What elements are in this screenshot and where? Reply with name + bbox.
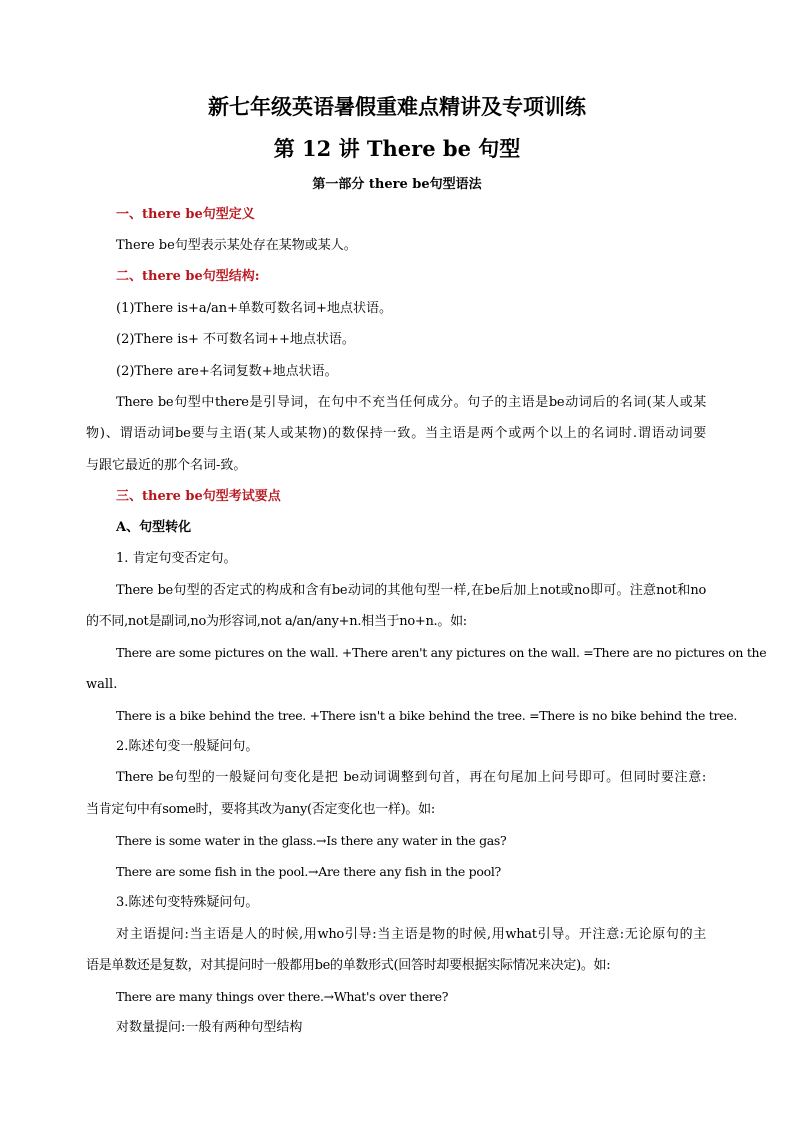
definition-paragraph: There be句型表示某处存在某物或某人。 xyxy=(116,238,357,253)
explanation-line-2: 物)、谓语动词be要与主语(某人或某物)的数保持一致。当主语是两个或两个以上的名词时.谓语动词要 xyxy=(86,426,706,441)
special-question-line-2: 语是单数还是复数，对其提问时一般都用be的单数形式(回答时却要根据实际情况来决定)。如: xyxy=(86,958,611,973)
numbered-heading-1: 1. 肯定句变否定句。 xyxy=(116,551,237,566)
example-5: There are many things over there.→What's over there? xyxy=(116,989,449,1004)
part-heading: 第一部分 there be句型语法 xyxy=(312,177,482,192)
structure-item-2: (2)There is+ 不可数名词++地点状语。 xyxy=(116,332,355,347)
quantity-question-line: 对数量提问:一般有两种句型结构 xyxy=(116,1020,303,1035)
structure-item-3: (2)There are+名词复数+地点状语。 xyxy=(116,364,338,379)
section-heading-definition: 一、there be句型定义 xyxy=(116,207,255,222)
subsection-heading-a: A、句型转化 xyxy=(116,520,192,535)
example-3: There is some water in the glass.→Is there any water in the gas? xyxy=(116,833,507,848)
negation-line-1: There be句型的否定式的构成和含有be动词的其他句型一样,在be后加上not或no即可。注意not和no xyxy=(116,583,706,598)
lesson-title: 第 12 讲 There be 句型 xyxy=(273,136,521,161)
section-heading-exam-points: 三、there be句型考试要点 xyxy=(116,489,281,504)
section-heading-structure: 二、there be句型结构: xyxy=(116,269,260,284)
example-4: There are some fish in the pool.→Are there any fish in the pool? xyxy=(116,864,501,879)
example-1-line-2: wall. xyxy=(86,677,118,692)
question-line-2: 当肯定句中有some时，要将其改为any(否定变化也一样)。如: xyxy=(86,802,435,817)
negation-line-2: 的不同,not是副词,no为形容词,not a/an/any+n.相当于no+n.。如: xyxy=(86,614,467,629)
numbered-heading-3: 3.陈述句变特殊疑问句。 xyxy=(116,895,259,910)
explanation-line-1: There be句型中there是引导词，在句中不充当任何成分。句子的主语是be动词后的名词(某人或某 xyxy=(116,395,706,410)
numbered-heading-2: 2.陈述句变一般疑问句。 xyxy=(116,739,259,754)
special-question-line-1: 对主语提问:当主语是人的时候,用who引导:当主语是物的时候,用what引导。开注意:无论原句的主 xyxy=(116,927,706,942)
example-1-line-1: There are some pictures on the wall. +There aren't any pictures on the wall. =There are no pictures on the xyxy=(116,645,767,660)
structure-item-1: (1)There is+a/an+单数可数名词+地点状语。 xyxy=(116,301,392,316)
question-line-1: There be句型的一般疑问句变化是把 be动词调整到句首，再在句尾加上问号即可。但同时要注意: xyxy=(116,770,706,785)
explanation-line-3: 与跟它最近的那个名词-致。 xyxy=(86,458,247,473)
example-2: There is a bike behind the tree. +There isn't a bike behind the tree. =There is no bike behind the tree. xyxy=(116,708,738,723)
document-title: 新七年级英语暑假重难点精讲及专项训练 xyxy=(208,95,586,119)
